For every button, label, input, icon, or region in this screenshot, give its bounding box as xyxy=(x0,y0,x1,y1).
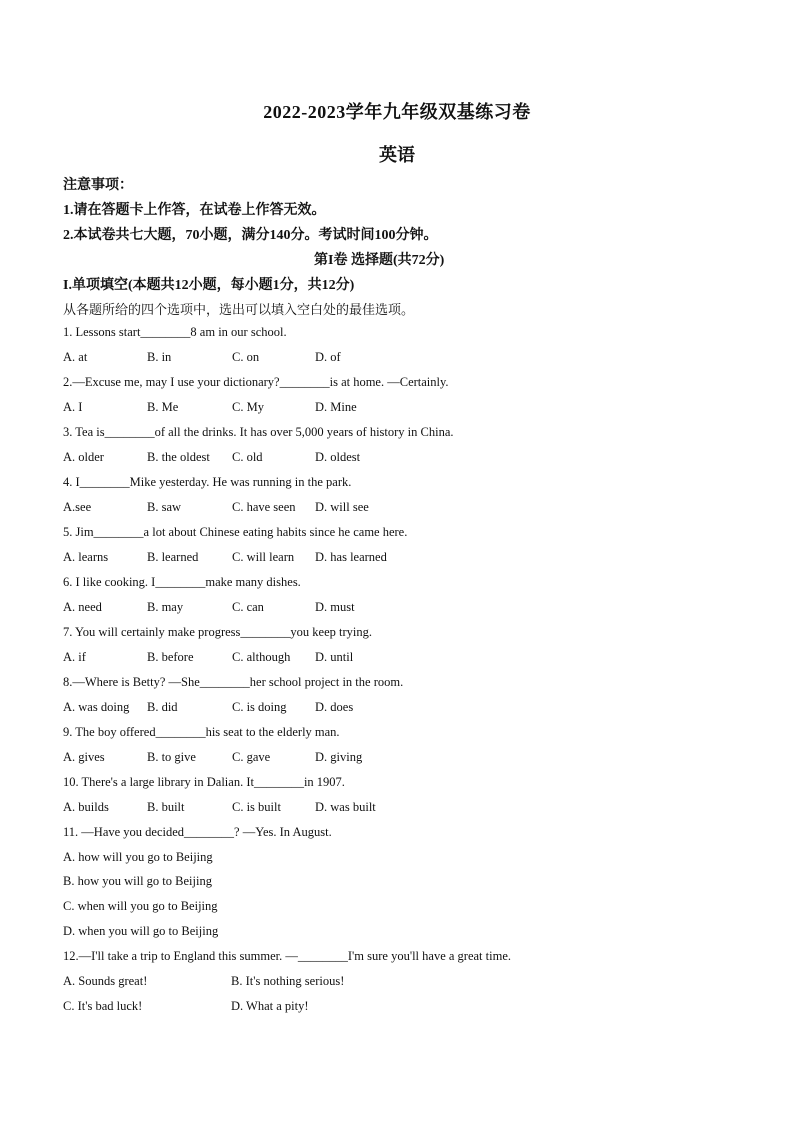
option-c: C. although xyxy=(232,650,291,664)
subject-title: 英语 xyxy=(379,145,415,165)
question-stem: 8.—Where is Betty? —She________her school project in the room. xyxy=(63,675,404,689)
option-a: A. need xyxy=(63,600,102,614)
option-c: C. on xyxy=(232,350,260,364)
option-b: B. saw xyxy=(147,500,182,514)
option-d: D. oldest xyxy=(315,450,361,464)
option-a: A. older xyxy=(63,450,104,464)
question-stem: 6. I like cooking. I________make many dishes. xyxy=(63,575,301,589)
option-b: B. It's nothing serious! xyxy=(231,974,345,988)
question-stem: 9. The boy offered________his seat to the elderly man. xyxy=(63,725,340,739)
option-d: D. Mine xyxy=(315,400,357,414)
option-b: B. Me xyxy=(147,400,179,414)
question-stem: 12.—I'll take a trip to England this summer. —________I'm sure you'll have a great time. xyxy=(63,949,511,963)
option-b: B. before xyxy=(147,650,194,664)
option-b: B. may xyxy=(147,600,184,614)
option-b: B. did xyxy=(147,700,178,714)
option-a: A. how will you go to Beijing xyxy=(63,850,213,864)
option-d: D. has learned xyxy=(315,550,387,564)
option-c: C. My xyxy=(232,400,264,414)
option-a: A.see xyxy=(63,500,92,514)
question-stem: 1. Lessons start________8 am in our school. xyxy=(63,325,287,339)
question-stem: 4. I________Mike yesterday. He was running in the park. xyxy=(63,475,352,489)
option-c: C. will learn xyxy=(232,550,295,564)
question-stem: 10. There's a large library in Dalian. It________in 1907. xyxy=(63,775,345,789)
option-c: C. gave xyxy=(232,750,271,764)
option-c: C. is built xyxy=(232,800,281,814)
question-stem: 3. Tea is________of all the drinks. It has over 5,000 years of history in China. xyxy=(63,425,454,439)
notice-heading: 注意事项： xyxy=(63,178,133,193)
option-c: C. have seen xyxy=(232,500,296,514)
option-a: A. if xyxy=(63,650,86,664)
section-instruction: 从各题所给的四个选项中，选出可以填入空白处的最佳选项。 xyxy=(63,302,415,317)
option-d: D. when you will go to Beijing xyxy=(63,924,219,938)
option-b: B. to give xyxy=(147,750,196,764)
option-d: D. giving xyxy=(315,750,363,764)
question-stem: 7. You will certainly make progress________you keep trying. xyxy=(63,625,372,639)
question-stem: 5. Jim________a lot about Chinese eating habits since he came here. xyxy=(63,525,408,539)
option-b: B. built xyxy=(147,800,185,814)
section-title: I.单项填空(本题共12小题，每小题1分，共12分) xyxy=(63,278,355,293)
option-a: A. gives xyxy=(63,750,105,764)
option-d: D. will see xyxy=(315,500,369,514)
option-a: A. I xyxy=(63,400,83,414)
option-c: C. is doing xyxy=(232,700,287,714)
part-title: 第I卷 选择题(共72分) xyxy=(314,253,445,268)
option-d: D. must xyxy=(315,600,355,614)
option-c: C. when will you go to Beijing xyxy=(63,899,218,913)
option-b: B. learned xyxy=(147,550,199,564)
option-a: A. Sounds great! xyxy=(63,974,148,988)
option-b: B. the oldest xyxy=(147,450,210,464)
option-b: B. how you will go to Beijing xyxy=(63,874,212,888)
option-c: C. It's bad luck! xyxy=(63,999,143,1013)
option-d: D. does xyxy=(315,700,354,714)
option-d: D. What a pity! xyxy=(231,999,309,1013)
option-d: D. of xyxy=(315,350,341,364)
question-stem: 2.—Excuse me, may I use your dictionary?________is at home. —Certainly. xyxy=(63,375,449,389)
option-d: D. until xyxy=(315,650,354,664)
question-stem: 11. —Have you decided________? —Yes. In August. xyxy=(63,825,332,839)
option-a: A. learns xyxy=(63,550,109,564)
option-a: A. builds xyxy=(63,800,109,814)
exam-title: 2022-2023学年九年级双基练习卷 xyxy=(263,102,531,122)
notice-item-1: 1.请在答题卡上作答，在试卷上作答无效。 xyxy=(63,203,326,218)
option-d: D. was built xyxy=(315,800,376,814)
option-c: C. can xyxy=(232,600,264,614)
option-b: B. in xyxy=(147,350,172,364)
option-a: A. at xyxy=(63,350,88,364)
option-a: A. was doing xyxy=(63,700,130,714)
notice-item-2: 2.本试卷共七大题，70小题，满分140分。考试时间100分钟。 xyxy=(63,228,438,243)
option-c: C. old xyxy=(232,450,263,464)
